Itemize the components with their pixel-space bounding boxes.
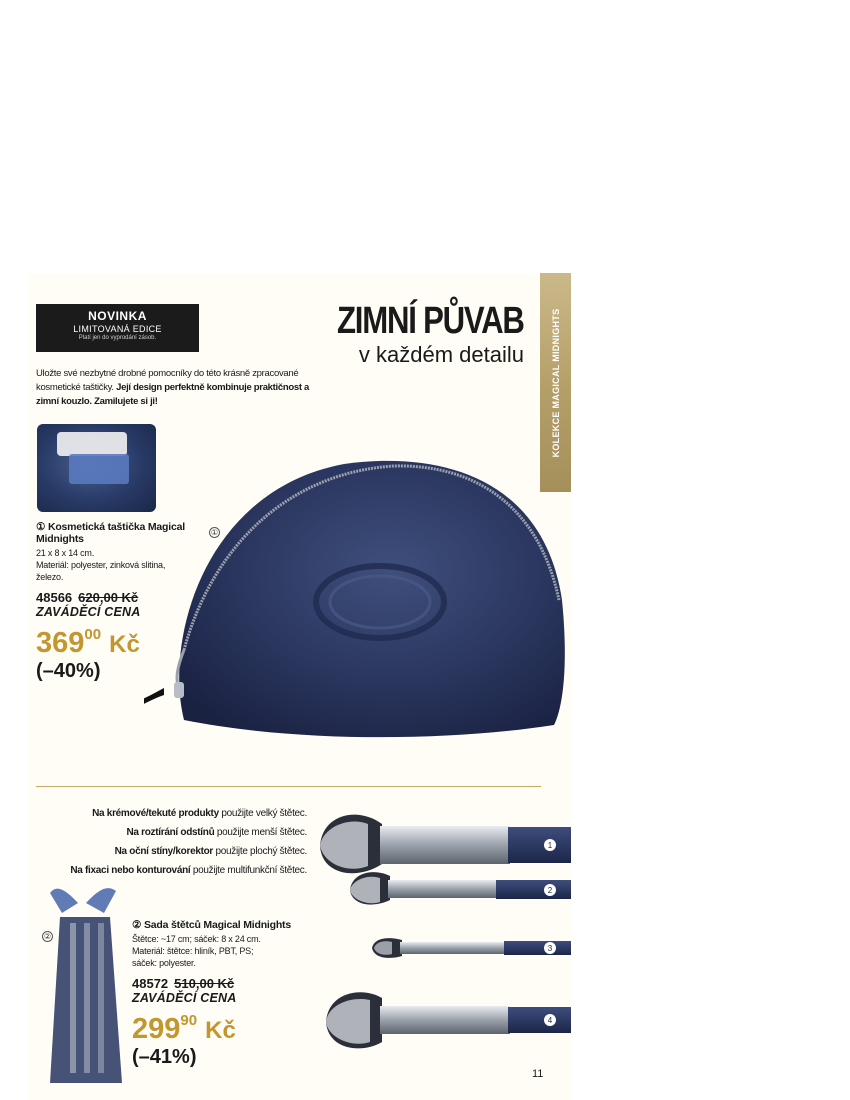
intro-normal: Uložte své nezbytné drobné pomocníky do této krásně zpracované kosmetické taštičky. [36,368,299,393]
page-number: 11 [532,1068,544,1080]
product-1-promo: ZAVÁDĚCÍ CENA [36,605,141,619]
product-1-title: Kosmetická taštička Magical Midnights [36,521,185,545]
product-2-material: Materiál: štětce: hliník, PBT, PS; [132,946,254,956]
headline-subtitle: v každém detailu [358,342,524,367]
catalog-page [28,273,571,1100]
brush-pouch-photo [50,883,140,1083]
bag-interior-photo [37,424,156,512]
product-1-price: $369^{00}$ Kč [36,626,140,659]
brush-label-3: 3 [547,944,553,953]
product-1-number: ① [36,521,46,533]
brush-label-1: 1 [547,841,553,850]
product-2-promo: ZAVÁDĚCÍ CENA [132,991,237,1005]
section-divider [36,786,541,787]
tip-3: Na oční stíny/korektor použijte plochý štětec. [114,846,307,857]
pouch-marker: ② [43,932,52,941]
product-2-discount: (–41%) [132,1046,197,1068]
product-2-title: Sada štětců Magical Midnights [143,919,291,931]
product-1-info [36,521,186,683]
intro-text [36,367,311,409]
product-2-price: $299^{90}$ Kč [132,1012,236,1045]
headline-title: ZIMNÍ PŮVAB [337,300,524,342]
brush-2 [350,872,571,904]
cosmetic-bag-photo [144,450,566,750]
headline [296,301,524,367]
badge-new: NOVINKA [88,309,147,323]
brush-set-photo [318,806,571,1066]
product-2-info [132,919,312,1069]
tip-2: Na roztírání odstínů použijte menší štětec. [126,827,307,838]
badge-limited: LIMITOVANÁ EDICE [73,324,162,334]
product-1-old-price: 620,00 Kč [78,590,139,605]
product-2-old-price: 510,00 Kč [174,976,235,991]
product-2-code: 48572 [132,976,169,991]
brush-3 [372,938,571,958]
product-2-material-bag: sáček: polyester. [132,958,196,968]
brush-label-4: 4 [547,1016,553,1025]
tip-4: Na fixaci nebo konturování použijte multifunkční štětec. [70,865,307,876]
brush-1 [320,815,571,874]
product-1-code: 48566 [36,590,73,605]
collection-label: KOLEKCE MAGICAL MIDNIGHTS [550,308,561,457]
product-2-number: ② [132,919,142,931]
product-2-size: Štětce: ~17 cm; sáček: 8 x 24 cm. [132,934,261,944]
product-1-dimensions: 21 x 8 x 14 cm. [36,548,95,558]
product-1-discount: (–40%) [36,660,101,682]
brush-4 [326,992,571,1048]
brush-label-2: 2 [547,886,553,895]
intro-bold: Její design perfektně kombinuje praktičnost a zimní kouzlo. Zamilujete si ji! [36,382,310,407]
product-1-material: Materiál: polyester, zinková slitina, železo. [36,560,166,582]
tip-1: Na krémové/tekuté produkty použijte velký štětec. [92,808,307,819]
badge-note: Platí jen do vyprodání zásob. [78,335,157,341]
brush-tips [70,804,307,880]
new-limited-badge [36,304,199,352]
bag-marker: ① [210,528,219,537]
